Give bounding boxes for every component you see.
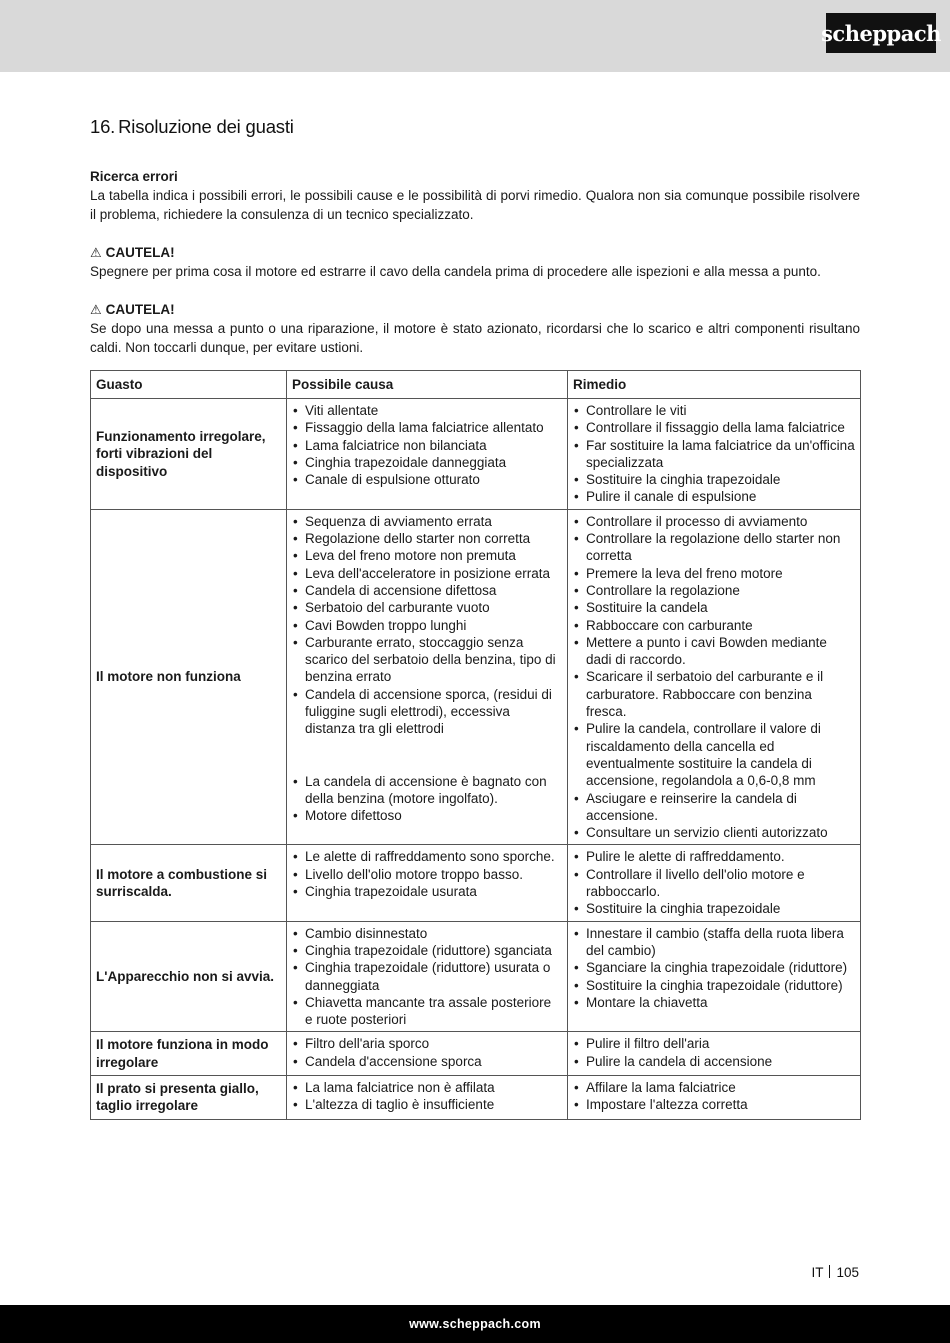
remedies-cell xyxy=(568,845,861,921)
remedy-item: • Sganciare la cinghia trapezoidale (riduttore) xyxy=(573,959,855,976)
remedy-item: • Pulire il filtro dell'aria xyxy=(573,1035,855,1052)
cause-item: • L'altezza di taglio è insufficiente xyxy=(292,1096,562,1113)
remedy-item: • Sostituire la cinghia trapezoidale (riduttore) xyxy=(573,977,855,994)
scheppach-logo: scheppach xyxy=(826,13,936,53)
cause-item: • Cavi Bowden troppo lunghi xyxy=(292,617,562,634)
caution-title xyxy=(90,300,860,319)
remedy-item: • Controllare il processo di avviamento xyxy=(573,513,855,530)
fault-cell: Il prato si presenta giallo, taglio irregolare xyxy=(91,1075,287,1119)
remedy-item: • Montare la chiavetta xyxy=(573,994,855,1011)
cause-item: • Le alette di raffreddamento sono sporche. xyxy=(292,848,562,865)
table-header-row xyxy=(91,371,861,399)
fault-cell: Il motore funziona in modo irregolare xyxy=(91,1032,287,1076)
causes-cell xyxy=(287,399,568,510)
table-row xyxy=(91,399,861,510)
causes-list xyxy=(292,1035,562,1070)
remedy-item: • Sostituire la cinghia trapezoidale xyxy=(573,900,855,917)
intro-text: La tabella indica i possibili errori, le possibili cause e le possibilità di porvi rimedio. Qualora non sia comunque possibile risolvere il problema, richiedere la consulenza di un tecnico specializzato. xyxy=(90,188,860,222)
cause-item: • Serbatoio del carburante vuoto xyxy=(292,599,562,616)
causes-cell xyxy=(287,845,568,921)
cause-item: • Chiavetta mancante tra assale posteriore e ruote posteriori xyxy=(292,994,562,1029)
causes-list xyxy=(292,402,562,488)
subheading: Ricerca errori xyxy=(90,169,178,184)
cause-item: • Lama falciatrice non bilanciata xyxy=(292,437,562,454)
cause-item: • Candela di accensione sporca, (residui di fuliggine sugli elettrodi), eccessiva distanza tra gli elettrodi xyxy=(292,686,562,738)
remedy-item: • Consultare un servizio clienti autorizzato xyxy=(573,824,855,841)
table-row xyxy=(91,845,861,921)
remedy-item: • Innestare il cambio (staffa della ruota libera del cambio) xyxy=(573,925,855,960)
remedies-list xyxy=(573,925,855,1011)
caution-block xyxy=(90,243,860,281)
cause-item: • Viti allentate xyxy=(292,402,562,419)
table-row xyxy=(91,921,861,1032)
page-number-value: 105 xyxy=(836,1265,859,1280)
cause-item: • La candela di accensione è bagnato con della benzina (motore ingolfato). xyxy=(292,773,562,808)
remedy-item: • Pulire la candela di accensione xyxy=(573,1053,855,1070)
remedy-item: • Impostare l'altezza corretta xyxy=(573,1096,855,1113)
remedies-cell xyxy=(568,921,861,1032)
header-bar xyxy=(0,0,950,72)
main-content xyxy=(90,116,860,357)
remedy-item: • Controllare il fissaggio della lama falciatrice xyxy=(573,419,855,436)
table-body xyxy=(91,399,861,1120)
cause-item: • Leva del freno motore non premuta xyxy=(292,547,562,564)
fault-cell: Il motore a combustione si surriscalda. xyxy=(91,845,287,921)
cause-item: • Sequenza di avviamento errata xyxy=(292,513,562,530)
fault-cell: Il motore non funziona xyxy=(91,509,287,845)
cause-item: • Filtro dell'aria sporco xyxy=(292,1035,562,1052)
section-title xyxy=(90,116,860,138)
page-number xyxy=(811,1265,859,1280)
fault-cell: L'Apparecchio non si avvia. xyxy=(91,921,287,1032)
causes-list xyxy=(292,925,562,1029)
remedies-cell xyxy=(568,1032,861,1076)
remedies-cell xyxy=(568,509,861,845)
remedy-item: • Mettere a punto i cavi Bowden mediante dadi di raccordo. xyxy=(573,634,855,669)
troubleshooting-table xyxy=(90,370,861,1120)
remedies-list xyxy=(573,513,855,842)
remedy-item: • Far sostituire la lama falciatrice da un'officina specializzata xyxy=(573,437,855,472)
remedies-list xyxy=(573,848,855,917)
table-row xyxy=(91,1032,861,1076)
column-header: Guasto xyxy=(91,371,287,399)
caution-text: Spegnere per prima cosa il motore ed estrarre il cavo della candela prima di procedere alle ispezioni e alla messa a punto. xyxy=(90,264,821,279)
remedies-cell xyxy=(568,399,861,510)
warning-triangle-icon: ⚠ xyxy=(90,302,102,317)
remedy-item: • Pulire le alette di raffreddamento. xyxy=(573,848,855,865)
remedy-item: • Sostituire la cinghia trapezoidale xyxy=(573,471,855,488)
cause-item: • Livello dell'olio motore troppo basso. xyxy=(292,866,562,883)
remedy-item: • Controllare il livello dell'olio motore e rabboccarlo. xyxy=(573,866,855,901)
remedy-item: • Controllare la regolazione xyxy=(573,582,855,599)
table-row xyxy=(91,509,861,845)
causes-list xyxy=(292,848,562,900)
remedy-item: • Controllare la regolazione dello starter non corretta xyxy=(573,530,855,565)
cause-item: • Carburante errato, stoccaggio senza scarico del serbatoio della benzina, tipo di benzina errato xyxy=(292,634,562,686)
remedy-item: • Controllare le viti xyxy=(573,402,855,419)
causes-cell xyxy=(287,921,568,1032)
cause-item: • Cambio disinnestato xyxy=(292,925,562,942)
cause-item: • La lama falciatrice non è affilata xyxy=(292,1079,562,1096)
warning-triangle-icon: ⚠ xyxy=(90,245,102,260)
page-lang: IT xyxy=(811,1265,824,1280)
caution-block xyxy=(90,300,860,357)
causes-cell xyxy=(287,1032,568,1076)
cause-item: • Candela di accensione difettosa xyxy=(292,582,562,599)
cause-item: • Cinghia trapezoidale (riduttore) sganciata xyxy=(292,942,562,959)
causes-list xyxy=(292,513,562,825)
remedy-item: • Premere la leva del freno motore xyxy=(573,565,855,582)
page-separator xyxy=(829,1265,830,1278)
cause-item: • Candela d'accensione sporca xyxy=(292,1053,562,1070)
cause-item: • Leva dell'acceleratore in posizione errata xyxy=(292,565,562,582)
cause-item: • Fissaggio della lama falciatrice allentato xyxy=(292,419,562,436)
fault-cell: Funzionamento irregolare, forti vibrazioni del dispositivo xyxy=(91,399,287,510)
footer-bar xyxy=(0,1305,950,1343)
caution-title xyxy=(90,243,860,262)
remedies-list xyxy=(573,1079,855,1114)
remedy-item: • Scaricare il serbatoio del carburante e il carburatore. Rabboccare con benzina fresca. xyxy=(573,668,855,720)
caution-label: CAUTELA! xyxy=(105,245,175,260)
remedy-item: • Affilare la lama falciatrice xyxy=(573,1079,855,1096)
cause-item: • Cinghia trapezoidale danneggiata xyxy=(292,454,562,471)
remedy-item: • Pulire la candela, controllare il valore di riscaldamento della cancella ed eventualmente sostituire la candela di accensione, regolandola a 0,6-0,8 mm xyxy=(573,720,855,789)
section-title-text: Risoluzione dei guasti xyxy=(118,116,294,137)
remedies-cell xyxy=(568,1075,861,1119)
footer-url: www.scheppach.com xyxy=(409,1317,541,1331)
remedy-item: • Asciugare e reinserire la candela di accensione. xyxy=(573,790,855,825)
section-number: 16. xyxy=(90,116,116,137)
cause-item: • Cinghia trapezoidale (riduttore) usurata o danneggiata xyxy=(292,959,562,994)
remedies-list xyxy=(573,1035,855,1070)
cause-item: • Cinghia trapezoidale usurata xyxy=(292,883,562,900)
remedy-item: • Rabboccare con carburante xyxy=(573,617,855,634)
remedy-item: • Pulire il canale di espulsione xyxy=(573,488,855,505)
table-row xyxy=(91,1075,861,1119)
cause-item: • Motore difettoso xyxy=(292,807,562,824)
column-header: Possibile causa xyxy=(287,371,568,399)
remedy-item: • Sostituire la candela xyxy=(573,599,855,616)
causes-cell xyxy=(287,1075,568,1119)
cause-item: • Regolazione dello starter non corretta xyxy=(292,530,562,547)
caution-label: CAUTELA! xyxy=(105,302,175,317)
causes-cell xyxy=(287,509,568,845)
cause-item: • Canale di espulsione otturato xyxy=(292,471,562,488)
causes-list xyxy=(292,1079,562,1114)
column-header: Rimedio xyxy=(568,371,861,399)
remedies-list xyxy=(573,402,855,506)
caution-text: Se dopo una messa a punto o una riparazione, il motore è stato azionato, ricordarsi che lo scarico e altri componenti risultano caldi. Non toccarli dunque, per evitare ustioni. xyxy=(90,321,860,355)
